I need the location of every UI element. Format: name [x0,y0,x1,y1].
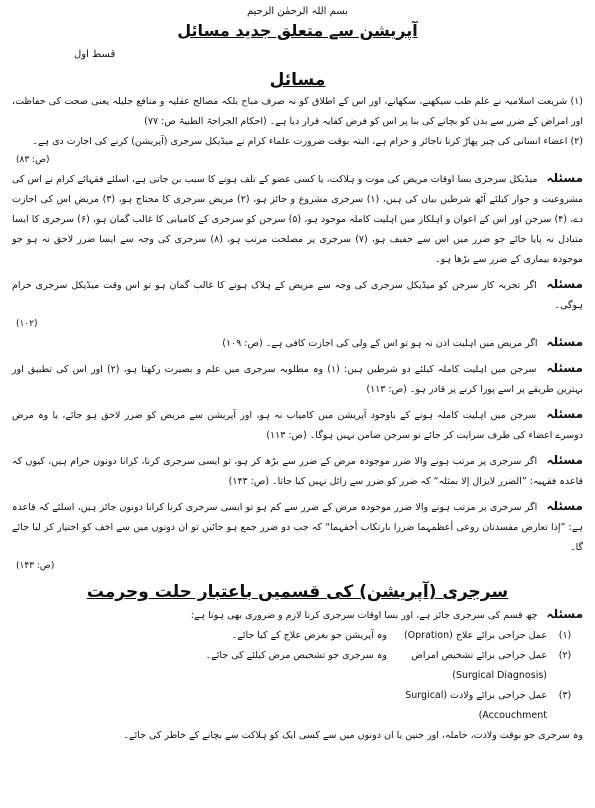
page-reference: (ص: ۱۴۳) [16,561,55,571]
list-text: وہ سرجری جو تشخیص مرض کیلئے کی جائے۔ [205,650,387,661]
list-text: وہ آپریشن جو بغرض علاج کے کیا جائے۔ [231,630,387,641]
intro-paragraph-1: (۱) شریعت اسلامیہ نے علم طب سیکھنے، سکھانے، اور اس کے اطلاق کو نہ صرف مباح بلکہ مصالح عقلیہ و منافع جلیلہ یعنی صحت کی حفاظت، اور امراض کے ضرر سے بدن کو بچانے کی بنا پر اس کو فرض کفایہ قرار دیا ہے۔ (احکام الجراحۃ الطبیۃ ص: ۷۷) [12,96,583,127]
masala-text: اگر سرجری پر مرتب ہونے والا ضرر موجودہ مرض کے ضرر سے کم ہو تو ایسی سرجری کرنا کرانا دونوں جائز ہیں، اسلئے کہ قاعدہ ہے: ”إذا تعارض مفسدتان روعی أعظمہما ضررا بارتکاب أخفہما“ کہ جب دو ضرر جمع ہو جائیں تو ان دونوں میں سے اخف کو اختیار کر لیا جائے گا۔ [12,502,583,553]
masala-paragraph [12,274,583,316]
masala-text: چھ قسم کی سرجری جائز ہے، اور بسا اوقات سرجری کرنا لازم و ضروری بھی ہوتا ہے: [190,610,538,621]
masala-label: مسئلہ [546,171,583,185]
page-reference: (۱۰۲) [16,319,38,329]
masala-paragraph [12,604,583,626]
list-number: (۲) [558,650,572,661]
masala-paragraph [12,404,583,446]
masala-label: مسئلہ [546,335,583,349]
masala-text: میڈیکل سرجری بسا اوقات مریض کی موت و ہلاکت، یا کسی عضو کے تلف ہونے کا سبب بن جاتی ہے، اسلئے فقہائے کرام نے اس کی مشروعیت و جواز کیلئے آٹھ شرطیں بیان کی ہیں، (۱) سرجری مشروع و جائز ہو، (۲) مریض سرجری کا محتاج ہو، (۳) مریض اس کی اجازت دے، (۴) سرجن اور اس کے اعوان و اہلکار میں اہلیت کاملہ موجود ہو، (۵) سرجن کو سرجری کے کامیابی کا غالب گمان ہو، (۶) سرجری کا ایسا متبادل نہ پایا جائے جو ضرر میں اس سے خفیف ہو، (۷) سرجری پر مصلحت مرتب ہو، (۸) سرجری کی وجہ سے ایسا ضرر لاحق نہ ہو جو موجودہ بیماری کے ضرر سے بڑھا ہو۔ [12,174,584,265]
masala-label: مسئلہ [546,277,583,291]
bismillah: بسم اللہ الرحمٰن الرحیم [246,6,348,17]
list-number: (۳) [558,690,572,701]
list-label: عمل جراحی برائے تشخیص امراض (Surgical Diagnosis) [411,650,547,681]
masala-text: اگر سرجری پر مرتب ہونے والا ضرر موجودہ مرض کے ضرر سے بڑھ کر ہو، تو ایسی سرجری کرنا، کرانا دونوں حرام ہیں، کیوں کہ قاعدہ فقہیہ: ”الضرر لایزال إلا بمثلہ“ کہ ضرر کو ضرر سے زائل نہیں کیا جاتا۔ (ص: ۱۴۳) [12,456,583,487]
section-heading-masail: مسائل [269,70,326,90]
masala-paragraph [12,168,583,270]
masala-paragraph [12,496,583,558]
list-number: (۱) [558,630,572,641]
intro-paragraph-2: (۲) اعضاء انسانی کی چیر پھاڑ کرنا ناجائز و حرام ہے، البتہ بوقت ضرورت علماء کرام نے میڈیکل سرجری (آپریشن) کرنے کی اجازت دی ہے۔ [32,136,583,147]
masala-label: مسئلہ [546,407,583,421]
list-label: عمل جراحی برائے ولادت (Surgical Accouchment) [405,690,547,721]
masala-paragraph [12,358,583,400]
masala-text: سرجن میں اہلیت کاملہ ہونے کے باوجود آپریشن میں کامیاب نہ ہو، اور آپریشن سے مریض کو ضرر لاحق ہو جائے، یا وہ مرض دوسرے اعضاء کی طرف سرایت کر جائے تو سرجن ضامن نہیں ہوگا۔ (ص: ۱۱۳) [12,410,583,441]
list-item [12,626,583,646]
masala-text: اگر تجربہ کار سرجن کو میڈیکل سرجری کی وجہ سے مریض کے ہلاک ہونے کا غالب گمان ہو تو اس وقت میڈیکل سرجری حرام ہوگی۔ [12,280,583,311]
page-title: آپریشن سے متعلق جدید مسائل [177,21,418,40]
masala-label: مسئلہ [546,453,583,467]
masala-text: اگر مریض میں اہلیت اذن نہ ہو تو اس کے ولی کی اجازت کافی ہے۔ (ص: ۱۰۹) [222,338,538,349]
masala-label: مسئلہ [546,361,583,375]
list-label: عمل جراحی برائے علاج (Opration) [403,630,547,641]
list-item [12,646,583,686]
masala-paragraph [12,450,583,492]
masala-label: مسئلہ [546,607,583,621]
masala-paragraph [12,332,583,354]
list-item [12,686,583,726]
closing-paragraph: وہ سرجری جو بوقت ولادت، حاملہ، اور جنین یا ان دونوں میں سے کسی ایک کو ہلاکت سے بچانے کے خاطر کی جائے۔ [123,730,583,741]
masala-label: مسئلہ [546,499,583,513]
section-heading-surgery-types: سرجری (آپریشن) کی قسمیں باعتبار حلت وحرمت [86,582,509,602]
installment-label: قسط اول [74,49,116,60]
masala-text: سرجن میں اہلیت کاملہ کیلئے دو شرطیں ہیں: (۱) وہ مطلوبہ سرجری میں علم و بصیرت رکھتا ہو، (۲) اور اس کی تطبیق اور بہترین طریقے پر اسے پورا کرنے پر قادر ہو۔ (ص: ۱۱۳) [12,364,583,395]
page-reference: (ص: ۸۳) [16,155,50,165]
